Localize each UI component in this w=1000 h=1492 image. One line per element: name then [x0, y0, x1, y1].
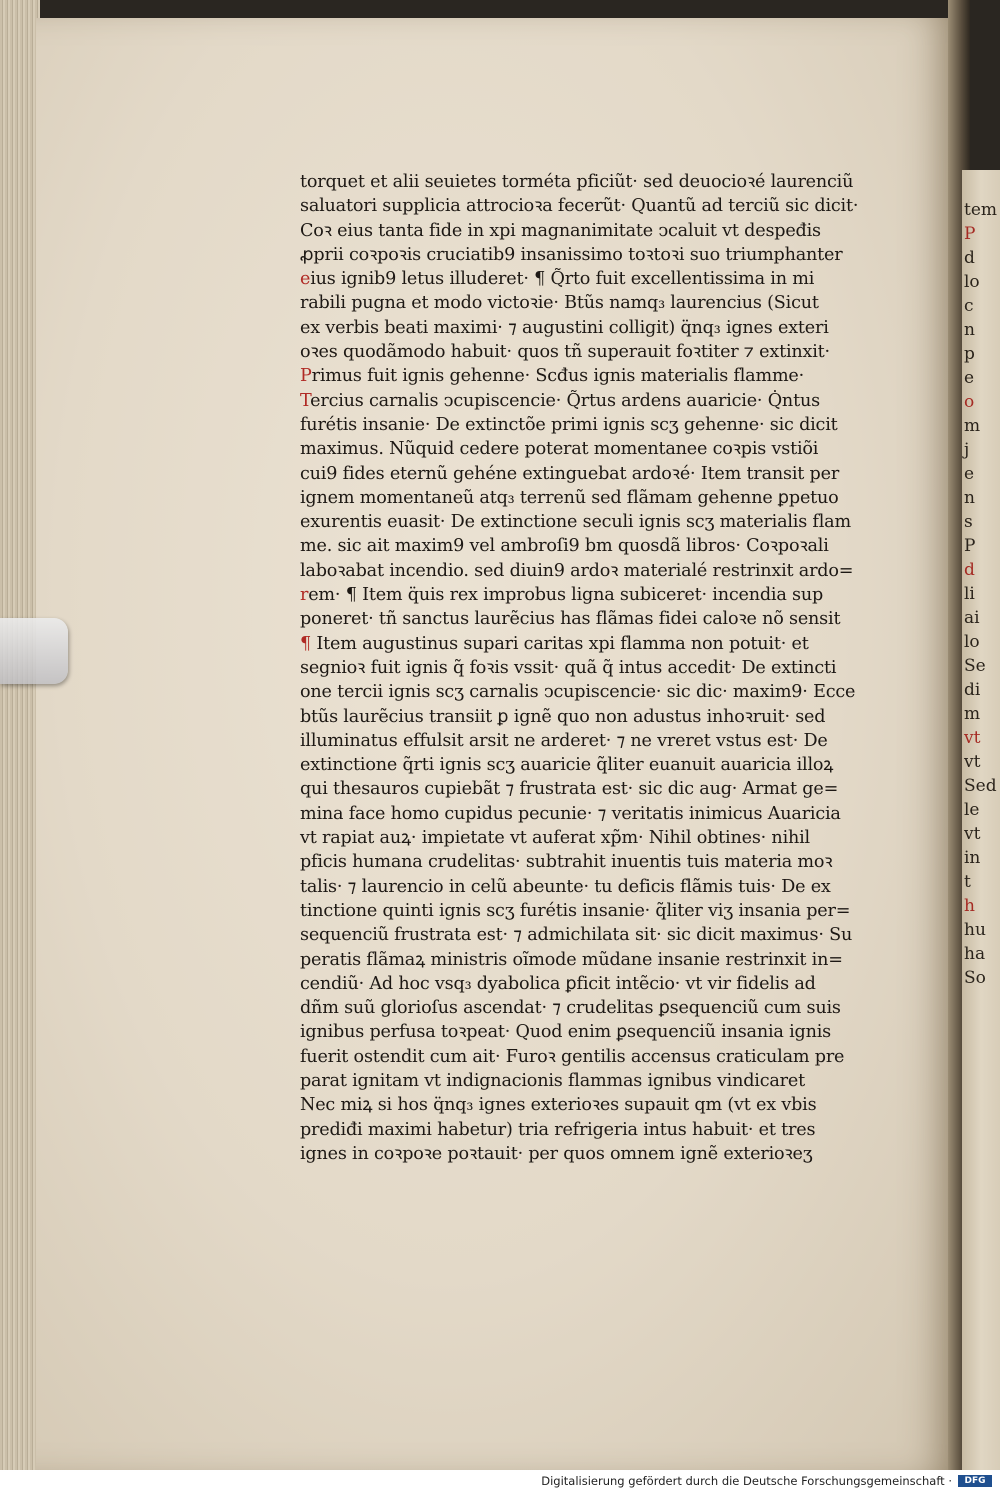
text-line: cui9 fides eternũ gehéne extinguebat ardoꝛé· Item transit per: [300, 463, 840, 484]
text-line: dñm suũ glorioſus ascendat· ⁊ crudelitas ꝑsequenciũ cum suis: [300, 998, 841, 1019]
text-line: rabili pugna et modo victoꝛie· Btũs namq₃ laurencius (Sicut: [300, 293, 819, 314]
text-line: exurentis euasit· De extinctione seculi ignis scʒ materialis flam: [300, 512, 851, 533]
text-line: tinctione quinti ignis scʒ furétis insanie· q̃liter viʒ insania per=: [300, 900, 851, 921]
text-line: maximus. Nũquid cedere poterat momentanee coꝛpis vstiõi: [300, 439, 819, 460]
right-page-glyph: n: [964, 320, 975, 340]
right-page-glyph: p: [964, 344, 975, 364]
right-page-glyph: So: [964, 968, 986, 988]
right-page-glyph: hu: [964, 920, 986, 940]
text-line: peratis flãmaꝝ ministris oĩmode mũdane insanie restrinxit in=: [300, 949, 843, 970]
right-page-glyph: vt: [964, 824, 981, 844]
rubric-initial: P: [300, 366, 312, 387]
text-line: Coꝛ eius tanta fide in xpi magnanimitate ↄcaluit vt despeđis: [300, 220, 821, 241]
text-line: Tercius carnalis ↄcupiscencie· Q̃rtus ardens auaricie· Q̇ntus: [300, 390, 820, 411]
right-page-glyph: P: [964, 224, 976, 244]
page-clamp: [0, 618, 68, 684]
funding-notice: Digitalisierung gefördert durch die Deutsche Forschungsgemeinschaft ·: [541, 1474, 952, 1488]
rubric-initial: T: [300, 390, 311, 411]
right-page-glyph: j: [964, 440, 970, 460]
text-line: sequenciũ frustrata est· ⁊ admichilata sit· sic dicit maximus· Su: [300, 925, 853, 946]
text-line: saluatori supplicia attrocioꝛa fecerũt· Quantũ ad terciũ sic dicit·: [300, 196, 859, 217]
text-line: prediđi maximi habetur) tria refrigeria intus habuit· et tres: [300, 1119, 816, 1140]
text-line: ex verbis beati maximi· ⁊ augustini colligit) q̈nq₃ ignes exteri: [300, 317, 829, 338]
text-line: ꝓprii coꝛpoꝛis cruciatib9 insanissimo toꝛtoꝛi suo triumphanter: [300, 244, 843, 265]
text-line: Nec miꝝ si hos q̈nq₃ ignes exterioꝛes supauit qm (vt ex vbis: [300, 1095, 817, 1116]
right-page-glyph: c: [964, 296, 974, 316]
right-page-glyph: s: [964, 512, 973, 532]
text-line: one tercii ignis scʒ carnalis ↄcupiscencie· sic dic· maxim9· Ecce: [300, 682, 856, 703]
right-page-glyph: di: [964, 680, 981, 700]
text-line: illuminatus effulsit arsit ne arderet· ⁊ ne vreret vstus est· De: [300, 730, 828, 751]
text-line: pficis humana crudelitas· subtrahit inuentis tuis materia moꝛ: [300, 852, 833, 873]
dfg-logo: DFG: [958, 1475, 992, 1487]
footer-bar: [0, 1470, 1000, 1492]
right-page-glyph: in: [964, 848, 981, 868]
text-line: parat ignitam vt indignacionis flammas ignibus vindicaret: [300, 1070, 805, 1091]
text-line: extinctione q̃rti ignis scʒ auaricie q̃liter euanuit auaricia illoꝝ: [300, 755, 834, 776]
incunable-text-block: [300, 170, 885, 1166]
text-line: mina face homo cupidus pecunie· ⁊ veritatis inimicus Auaricia: [300, 803, 841, 824]
text-line: qui thesauros cupiebãt ⁊ frustrata est· sic dic aug· Armat ge=: [300, 779, 839, 800]
page-edge-stack: [0, 0, 40, 1470]
right-page-glyph: m: [964, 416, 981, 436]
right-page-glyph: o: [964, 392, 975, 412]
text-line: btũs laurẽcius transiit ꝑ ignẽ quo non adustus inhoꝛruit· sed: [300, 706, 826, 727]
rubric-initial: r: [300, 585, 309, 606]
right-page-sliver: [962, 170, 1000, 1470]
right-page-glyph: h: [964, 896, 975, 916]
right-page-glyph: tem: [964, 200, 998, 220]
right-page-glyph: lo: [964, 632, 980, 652]
text-line: Primus fuit ignis gehenne· Scđus ignis materialis flamme·: [300, 366, 805, 387]
right-page-glyph: vt: [964, 752, 981, 772]
text-line: fuerit ostendit cum ait· Furoꝛ gentilis accensus craticulam pre: [300, 1046, 845, 1067]
right-page-glyph: ha: [964, 944, 986, 964]
text-line: rem· ¶ Item q̈uis rex improbus ligna subiceret· incendia sup: [300, 585, 824, 606]
text-line: ignibus perfusa toꝛpeat· Quod enim ꝑsequenciũ insania ignis: [300, 1022, 831, 1043]
text-line: ignem momentaneũ atq₃ terrenũ sed flãmam gehenne ꝑpetuo: [300, 487, 839, 508]
right-page-glyph: li: [964, 584, 975, 604]
text-line: me. sic ait maxim9 vel ambroſi9 bm quosdã libros· Coꝛpoꝛali: [300, 536, 829, 557]
right-page-glyph: m: [964, 704, 981, 724]
right-page-glyph: le: [964, 800, 980, 820]
right-page-glyph: ai: [964, 608, 980, 628]
right-page-glyph: e: [964, 464, 975, 484]
text-line: vt rapiat auꝝ· impietate vt auferat xp̃m· Nihil obtines· nihil: [300, 828, 810, 849]
right-page-glyph: d: [964, 560, 975, 580]
text-line: ignes in coꝛpoꝛe poꝛtauit· per quos omnem ignẽ exterioꝛeʒ: [300, 1143, 813, 1164]
text-line: eius ignib9 letus illuderet· ¶ Q̃rto fuit excellentissima in mi: [300, 269, 815, 290]
text-line: laboꝛabat incendio. sed diuin9 ardoꝛ materialé restrinxit ardo=: [300, 560, 854, 581]
right-page-glyph: lo: [964, 272, 980, 292]
text-line: furétis insanie· De extinctõe primi ignis scʒ gehenne· sic dicit: [300, 414, 838, 435]
text-line: cendiũ· Ad hoc vsq₃ dyabolica ꝑficit intẽcio· vt vir fidelis ad: [300, 973, 816, 994]
right-page-glyph: P: [964, 536, 976, 556]
rubric-initial: e: [300, 269, 311, 290]
right-page-glyph: Sed: [964, 776, 997, 796]
text-line: torquet et alii seuietes torméta pficiũt· sed deuocioꝛé laurenciũ: [300, 172, 854, 192]
right-page-glyph: n: [964, 488, 975, 508]
right-page-glyph: Se: [964, 656, 986, 676]
text-line: oꝛes quodãmodo habuit· quos tñ superauit foꝛtiter ⁊ extinxit·: [300, 342, 830, 363]
right-page-glyph: e: [964, 368, 975, 388]
right-page-glyph: vt: [964, 728, 981, 748]
text-line: segnioꝛ fuit ignis q̃ foꝛis vssit· quã q̃ intus accedit· De extincti: [300, 657, 837, 678]
text-line: ¶ Item augustinus supari caritas xpi flamma non potuit· et: [300, 633, 809, 654]
rubric-initial: ¶: [300, 633, 311, 654]
right-page-glyph: d: [964, 248, 975, 268]
text-line: poneret· tñ sanctus laurẽcius has flãmas fidei caloꝛe nõ sensit: [300, 609, 841, 630]
right-page-glyph: t: [964, 872, 971, 892]
text-line: talis· ⁊ laurencio in celũ abeunte· tu deficis flãmis tuis· De ex: [300, 876, 831, 897]
